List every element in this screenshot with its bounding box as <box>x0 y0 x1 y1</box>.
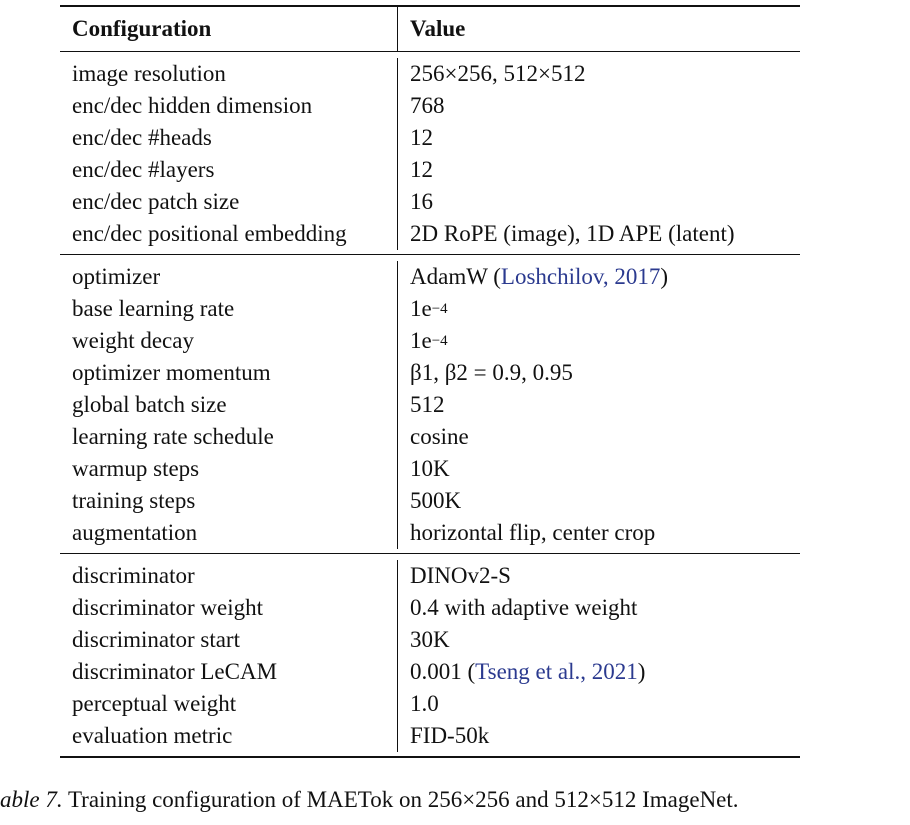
value-text: 12 <box>410 157 433 182</box>
value-text: 0.4 with adaptive weight <box>410 595 638 620</box>
value-cell <box>398 218 735 250</box>
table-row <box>60 592 800 624</box>
header-configuration: Configuration <box>60 7 398 51</box>
config-table <box>60 5 800 758</box>
config-cell: evaluation metric <box>60 720 398 752</box>
value-cell <box>398 58 585 90</box>
value-text: 500K <box>410 488 462 513</box>
table-row <box>60 517 800 549</box>
value-text: 768 <box>410 93 445 118</box>
table-row <box>60 560 800 592</box>
config-cell: discriminator start <box>60 624 398 656</box>
citation-link[interactable]: Tseng et al., 2021 <box>475 659 638 684</box>
table-section <box>60 255 800 553</box>
config-cell: enc/dec positional embedding <box>60 218 398 250</box>
value-cell <box>398 688 439 720</box>
table-row <box>60 656 800 688</box>
table-row <box>60 154 800 186</box>
value-cell <box>398 154 433 186</box>
citation-link[interactable]: Loshchilov, 2017 <box>500 264 661 289</box>
table-body <box>60 52 800 756</box>
value-text: 1e <box>410 328 432 353</box>
config-cell: perceptual weight <box>60 688 398 720</box>
config-cell: learning rate schedule <box>60 421 398 453</box>
value-cell <box>398 261 668 293</box>
table-row <box>60 122 800 154</box>
value-cell <box>398 560 511 592</box>
table-row <box>60 58 800 90</box>
table-row <box>60 90 800 122</box>
value-text: 12 <box>410 125 433 150</box>
value-cell <box>398 592 637 624</box>
config-cell: base learning rate <box>60 293 398 325</box>
caption-text: Training configuration of MAETok on 256×256 and 512×512 ImageNet. <box>62 787 739 812</box>
config-cell: global batch size <box>60 389 398 421</box>
config-cell: training steps <box>60 485 398 517</box>
config-cell: discriminator LeCAM <box>60 656 398 688</box>
table-row <box>60 453 800 485</box>
table-row <box>60 720 800 752</box>
value-text: FID-50k <box>410 723 490 748</box>
table-row <box>60 218 800 250</box>
value-text: DINOv2-S <box>410 563 511 588</box>
table-row <box>60 485 800 517</box>
value-cell <box>398 720 489 752</box>
table-caption <box>0 787 739 813</box>
value-suffix: ) <box>660 264 669 289</box>
value-cell <box>398 485 461 517</box>
value-text: 10K <box>410 456 450 481</box>
value-text: 1e <box>410 296 432 321</box>
config-cell: enc/dec #heads <box>60 122 398 154</box>
config-cell: enc/dec hidden dimension <box>60 90 398 122</box>
value-cell <box>398 656 645 688</box>
config-cell: enc/dec patch size <box>60 186 398 218</box>
value-text: 2D RoPE (image), 1D APE (latent) <box>410 221 735 246</box>
value-cell <box>398 186 433 218</box>
value-text: 30K <box>410 627 450 652</box>
value-cell <box>398 122 433 154</box>
table-row <box>60 261 800 293</box>
caption-label: able 7. <box>0 787 63 812</box>
value-text: horizontal flip, center crop <box>410 520 656 545</box>
config-cell: discriminator weight <box>60 592 398 624</box>
value-text: AdamW ( <box>410 264 501 289</box>
table-row <box>60 624 800 656</box>
table-row <box>60 688 800 720</box>
header-value: Value <box>410 16 466 41</box>
value-cell <box>398 90 445 122</box>
table-row <box>60 389 800 421</box>
value-text: 256×256, 512×512 <box>410 61 586 86</box>
value-cell <box>398 357 573 389</box>
table-header-row <box>60 7 800 51</box>
value-cell: 1e −4 <box>398 293 448 325</box>
config-cell: augmentation <box>60 517 398 549</box>
value-text: 0.001 ( <box>410 659 476 684</box>
value-text: cosine <box>410 424 469 449</box>
table-section <box>60 554 800 756</box>
value-text: 1.0 <box>410 691 439 716</box>
value-cell <box>398 453 450 485</box>
value-suffix: ) <box>637 659 646 684</box>
table-bottom-rule <box>60 756 800 758</box>
value-cell: 1e −4 <box>398 325 448 357</box>
config-cell: weight decay <box>60 325 398 357</box>
config-cell: enc/dec #layers <box>60 154 398 186</box>
value-text: β1, β2 = 0.9, 0.95 <box>410 360 573 385</box>
table-row <box>60 357 800 389</box>
value-text: 512 <box>410 392 445 417</box>
config-cell: optimizer <box>60 261 398 293</box>
value-cell <box>398 389 445 421</box>
table-row <box>60 325 800 357</box>
table-row <box>60 421 800 453</box>
config-cell: warmup steps <box>60 453 398 485</box>
table-row <box>60 186 800 218</box>
value-text: 16 <box>410 189 433 214</box>
value-cell <box>398 421 469 453</box>
table-row <box>60 293 800 325</box>
config-cell: image resolution <box>60 58 398 90</box>
value-cell <box>398 517 655 549</box>
table-section <box>60 52 800 254</box>
config-cell: optimizer momentum <box>60 357 398 389</box>
config-cell: discriminator <box>60 560 398 592</box>
value-cell <box>398 624 450 656</box>
